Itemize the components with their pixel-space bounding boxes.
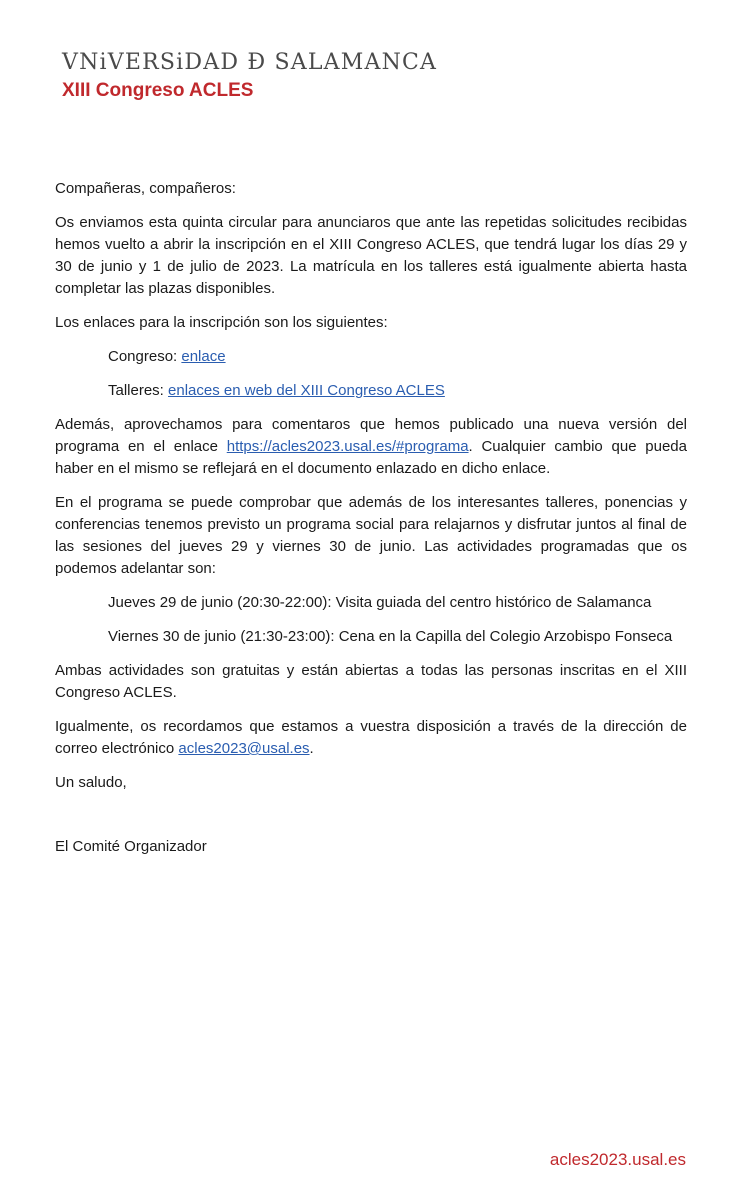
footer-website: acles2023.usal.es [549, 1150, 686, 1169]
link-talleres-line [55, 380, 687, 402]
greeting: Compañeras, compañeros: [55, 180, 236, 197]
contact-text-after: . [309, 740, 314, 757]
paragraph-reopening: Os enviamos esta quinta circular para anunciaros que ante las repetidas solicitudes recibidas hemos vuelto a abrir la inscripción en el XIII Congreso ACLES, que tendrá lugar los días 29 y 30 de junio y 1 de julio de 2023. La matrícula en los talleres está igualmente abierta hasta completar las plazas disponibles. [55, 214, 687, 297]
paragraph-free-activities: Ambas actividades son gratuitas y están abiertas a todas las personas inscritas en el XIII Congreso ACLES. [55, 662, 687, 701]
link-congreso-line [55, 346, 687, 368]
activity-thursday: Jueves 29 de junio (20:30-22:00): Visita guiada del centro histórico de Salamanca [108, 594, 652, 611]
link-talleres[interactable]: enlaces en web del XIII Congreso ACLES [168, 382, 445, 399]
congress-title: XIII Congreso ACLES [62, 80, 254, 101]
letter-body [55, 178, 687, 870]
link-programa[interactable]: https://acles2023.usal.es/#programa [226, 438, 469, 455]
link-congreso[interactable]: enlace [181, 348, 226, 365]
programa-text-after: . Cualquier cambio que pueda haber en el mismo se reflejará en el documento enlazado en dicho enlace. [55, 438, 687, 477]
activity-friday: Viernes 30 de junio (21:30-23:00): Cena en la Capilla del Colegio Arzobispo Fonseca [108, 628, 673, 645]
paragraph-social-program: En el programa se puede comprobar que además de los interesantes talleres, ponencias y conferencias tenemos previsto un programa social para relajarnos y disfrutar juntos al final de las sesiones del jueves 29 y viernes 30 de junio. Las actividades programadas que os podemos adelantar son: [55, 494, 687, 577]
university-logo-text: VNiVERSiDAD Ð SALAMANCA [62, 50, 438, 75]
links-intro: Los enlaces para la inscripción son los siguientes: [55, 314, 388, 331]
signature: El Comité Organizador [55, 838, 207, 855]
paragraph-programa [55, 414, 687, 480]
link-talleres-label: Talleres: [108, 382, 169, 399]
programa-text-before: Además, aprovechamos para comentaros que hemos publicado una nueva versión del programa en el enlace [55, 416, 687, 455]
paragraph-contact [55, 716, 687, 760]
email-link[interactable]: acles2023@usal.es [178, 740, 310, 757]
closing: Un saludo, [55, 774, 127, 791]
contact-text-before: Igualmente, os recordamos que estamos a vuestra disposición a través de la dirección de correo electrónico [55, 718, 687, 757]
link-congreso-label: Congreso: [108, 348, 182, 365]
letterhead [62, 50, 437, 102]
